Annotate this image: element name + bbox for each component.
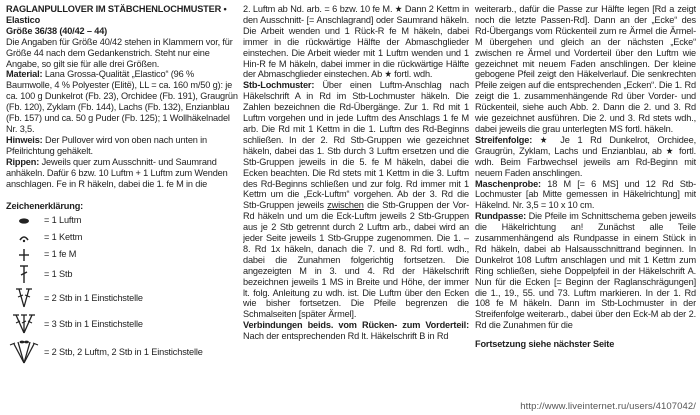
chain-stitch-icon xyxy=(6,217,42,225)
watermark-url: http://www.liveinternet.ru/users/4107042/ xyxy=(520,401,696,412)
verbindungen-label: Verbindungen beids. vom Rücken- zum Vorderteil: xyxy=(243,320,469,331)
legend-row-2stb: = 2 Stb in 1 Einstichstelle xyxy=(6,285,238,311)
legend-row-shell: = 2 Stb, 2 Luftm, 2 Stb in 1 Einstichstelle xyxy=(6,337,238,367)
hinweis-text: Der Pullover wird von oben nach unten in Pfeilrichtung gehäkelt. xyxy=(6,134,208,156)
legend-row-kettm: = 1 Kettm xyxy=(6,229,238,246)
material-label: Material: xyxy=(6,69,43,80)
rundpasse-section: Rundpasse: Die Pfeile im Schnittschema geben jeweils die Häkelrichtung an! Zunächst alle Teile zusammenhängend als Rundpasse in einem Stück in Rd häkeln, dabei ab Halsausschnittrand beginnen. In Dunkelrot 108 Luftm anschlagen und mit 1 Kettm zum Ring schließen, siehe Doppelpfeil in der Häkelschrift A. Nun für die Ecken [= Beginn der Raglanschrägungen] die 1., 19., 55. und 73. Luftm markieren. In der 1. Rd 108 fe M häkeln. Dann im Stb-Lochmuster in der Streifenfolge weiterarb., dabei über den Eck-M ab der 2. Rd die Zunahmen für die xyxy=(475,211,696,331)
column-middle xyxy=(243,4,469,412)
rippen-label: Rippen: xyxy=(6,156,40,167)
rippen-text: Jeweils quer zum Ausschnitt- und Saumrand anhäkeln. Dafür 6 bzw. 10 Luftm + 1 Luftm zum Wenden anschlagen. Fe in R häkeln, dabei die 1. fe M in die xyxy=(6,156,228,189)
legend-row-fem: = 1 fe M xyxy=(6,246,238,263)
continuation-note: Fortsetzung siehe nächster Seite xyxy=(475,339,615,350)
hinweis-label: Hinweis: xyxy=(6,134,43,145)
hinweis-section xyxy=(6,135,238,157)
verbindungen-section: Verbindungen beids. vom Rücken- zum Vorderteil: Nach der entsprechenden Rd lt. Häkelschrift B in Rd xyxy=(243,320,469,342)
pattern-title-yarn: Elastico xyxy=(6,14,41,25)
legend-title: Zeichenerklärung: xyxy=(6,201,84,212)
pattern-title: RAGLANPULLOVER IM STÄBCHENLOCHMUSTER • xyxy=(6,4,227,14)
double-crochet-icon xyxy=(6,264,42,284)
streifenfolge-section: Streifenfolge: ★ Je 1 Rd Dunkelrot, Orchidee, Graugrün, Zyklam, Lachs und Enzianblau, ab ★ fortl. wdh. Beim Farbwechsel jeweils am Rd-Beginn mit neuem Faden anschlingen. xyxy=(475,134,696,178)
streifenfolge-label: Streifenfolge: xyxy=(475,134,533,145)
intro-text: Die Angaben für Größe 40/42 stehen in Klammern vor, für Größe 44 nach dem Gedankenstrich. Steht nur eine Angabe, so gilt sie für alle drei Größen. xyxy=(6,36,233,69)
legend xyxy=(6,212,238,367)
single-crochet-icon xyxy=(6,248,42,262)
maschenprobe-label: Maschenprobe: xyxy=(475,178,541,189)
three-dc-same-stitch-icon xyxy=(6,313,42,335)
rippen-continued: 2. Luftm ab Nd. arb. = 6 bzw. 10 fe M. ★ Dann 2 Kettm in den Ausschnitt- [= Anschlagrand] oder Saumrand häkeln. Die Arbeit wenden und 1 Rück-R fe M häkeln, dabei immer in die rückwärtige Hälfte der Abmaschglieder einstechen. Die Arbeit wieder mit 1 Luftm wenden und 1 Hin-R fe M häkeln, dabei immer in die rückwärtige Hälfte der Abmaschglieder einstechen. Ab ★ fortl. wdh. xyxy=(243,4,469,80)
two-dc-same-stitch-icon xyxy=(6,287,42,309)
shell-stitch-icon xyxy=(6,339,42,365)
slip-stitch-icon xyxy=(6,233,42,243)
stb-lochmuster-label: Stb-Lochmuster: xyxy=(243,80,315,91)
column-right xyxy=(475,4,696,412)
material-section xyxy=(6,69,238,134)
legend-row-stb: = 1 Stb xyxy=(6,263,238,285)
stb-lochmuster-section: Stb-Lochmuster: Über einen Luftm-Anschlag nach Häkelschrift A in Rd im Stb-Lochmuster häkeln. Die Zahlen bezeichnen die Rd-Übergänge. Zur 1. Rd mit 1 Luftm vorgehen und in jede Luftm des Anschlags 1 fe M arb. Die Rd mit 1 Kettm in die 1. Luftm des Rd-Beginns schließen. In der 2. Rd Stb-Gruppen wie gezeichnet häkeln, dabei das 1. Stb durch 3 Luftm ersetzen und die Stb-Gruppen jeweils in die 5. fe M häkeln, dabei die Ecken beachten. Die Rd stets mit 1 Kettm in die 3. Luftm des Rd-Beginns schließen und zur folg. Rd immer mit 1 Kettm um die „Eck-Luftm“ vorgehen. Ab der 3. Rd die Stb-Gruppen jeweils zwischen die Stb-Gruppen der Vor-Rd häkeln und um die Eck-Luftm jeweils 2 Stb-Gruppen aus je 2 Stb getrennt durch 2 Luftm arb., dabei wird an jeder Seite jeweils 1 Stb-Gruppe zugenommen. Die 1. – 8. Rd 1x häkeln, danach die 7. und 8. Rd fortl. wdh., dabei die Zunahmen folgerichtig fortsetzen. Die angezeigten M in 3. und 4. Rd der Häkelschrift bezeichnen jeweils 1 MS in Breite und Höhe, der immer lt. folg. Anleitung zu wdh. ist. Die Luftm über den Ecken wie bisher fortsetzen. Die Pfeile begrenzen die Schmalseiten [später Ärmel]. xyxy=(243,80,469,320)
verbindungen-continued: weiterarb., dafür die Passe zur Hälfte legen [Rd a zeigt noch die letzte Passen-Rd]. Dann an der „Ecke“ des Rd-Übergangs vom Rückenteil zum re Ärmel die Ärmel-M übergehen und gleich an der nächsten „Ecke“ zwischen re Ärmel und Vorderteil über den Luftm wie gezeichnet mit neuem Faden anschlingen. Der kleine gebogene Pfeil zeigt den Häkelverlauf. Die senkrechten Pfeile zeigen auf die entsprechenden „Ecken“. Die 1. Rd zeigt die 1. zusammenhängende Rd über Vorder- und Rückenteil, siehe auch Abb. 2. Dann die 2. und 3. Rd wie gezeichnet ausführen. Die 2. und 3. Rd stets wdh., dabei jeweils die grau unterlegten MS fortl. häkeln. xyxy=(475,4,696,134)
legend-row-luftm: = 1 Luftm xyxy=(6,212,238,229)
maschenprobe-section: Maschenprobe: 18 M [= 6 MS] und 12 Rd Stb-Lochmuster [ab Mitte gemessen in Häkelrichtung] mit Häkelnd. Nr. 3,5 = 10 x 10 cm. xyxy=(475,178,696,211)
column-left xyxy=(6,4,238,412)
rippen-section xyxy=(6,157,238,190)
size-line: Größe 36/38 (40/42 – 44) xyxy=(6,25,108,36)
material-text: Lana Grossa-Qualität „Elastico“ (96 % Baumwolle, 4 % Polyester (Elitë), LL = ca. 160 m/50 g): je ca. 100 g Dunkelrot (Fb. 23), Orchidee (Fb. 191), Graugrün (Fb. 120), Zyklam (Fb. 144), Lachs (Fb. 132), Enzianblau (Fb. 157) und ca. 50 g Puder (Fb. 125); 1 Wollhäkelnadel Nr. 3,5. xyxy=(6,69,238,134)
rundpasse-label: Rundpasse: xyxy=(475,211,527,222)
legend-row-3stb: = 3 Stb in 1 Einstichstelle xyxy=(6,311,238,337)
